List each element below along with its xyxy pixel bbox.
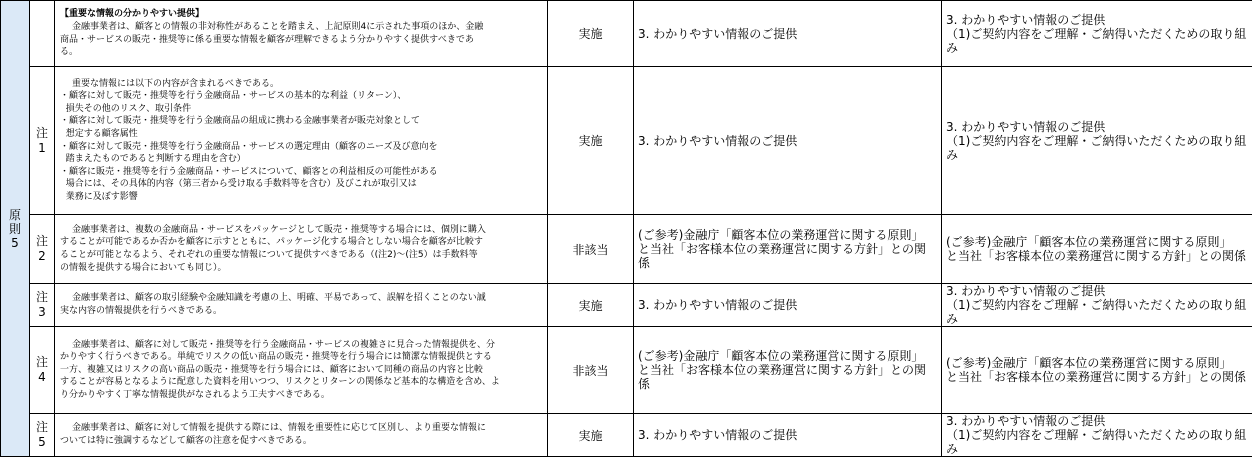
policy-reference-cell <box>634 284 942 327</box>
note-label: 注1 <box>36 126 49 156</box>
detail-line: 3. わかりやすい情報のご提供 <box>946 284 1248 298</box>
note-label-cell <box>30 327 55 414</box>
detail-line: と当社「お客様本位の業務運営に関する方針」との関係 <box>946 249 1248 263</box>
text-line: る。 <box>60 46 542 59</box>
detail-line: （1)ご契約内容をご理解・ご納得いただくための取り組 <box>946 298 1248 312</box>
reference-line: 3. わかりやすい情報のご提供 <box>638 134 937 148</box>
policy-reference-cell <box>634 414 942 457</box>
text-line: 金融事業者は、顧客に対して販売・推奨等を行う金融商品・サービスの複雑さに見合った情報提供を、分 <box>60 339 542 352</box>
detail-line: み <box>946 442 1248 456</box>
principle-title: 【重要な情報の分かりやすい提供】 <box>60 8 542 21</box>
principle-text-cell <box>55 215 548 284</box>
table-row <box>1 327 1252 414</box>
principle-text-cell <box>55 327 548 414</box>
reference-line: 3. わかりやすい情報のご提供 <box>638 27 937 41</box>
principle-text-cell <box>55 67 548 215</box>
table-row <box>1 67 1252 215</box>
detail-line: （1)ご契約内容をご理解・ご納得いただくための取り組 <box>946 134 1248 148</box>
text-line: ・顧客に販売・推奨等を行う金融商品・サービスについて、顧客との利益相反の可能性がある <box>60 166 542 179</box>
policy-reference-cell <box>634 67 942 215</box>
text-line: ることが可能となるよう、それぞれの重要な情報について提供すべきである（(注2)～(注5）は手数料等 <box>60 249 542 262</box>
text-line: 金融事業者は、顧客の取引経験や金融知識を考慮の上、明確、平易であって、誤解を招くことのない誠 <box>60 292 542 305</box>
principle-text-cell <box>55 1 548 67</box>
text-line: 金融事業者は、顧客に対して情報を提供する際には、情報を重要性に応じて区別し、より重要な情報に <box>60 422 542 435</box>
note-label-cell <box>30 215 55 284</box>
note-label-cell <box>30 67 55 215</box>
text-line: することが可能であるか否かを顧客に示すとともに、パッケージ化する場合としない場合を顧客が比較す <box>60 236 542 249</box>
text-line: 踏まえたものであると判断する理由を含む） <box>60 153 542 166</box>
text-line: ・顧客に対して販売・推奨等を行う金融商品・サービスの基本的な利益（リターン）、 <box>60 90 542 103</box>
status-cell: 非該当 <box>548 215 634 284</box>
status-cell: 実施 <box>548 414 634 457</box>
principle-text-cell <box>55 284 548 327</box>
text-line: 金融事業者は、顧客との情報の非対称性があることを踏まえ、上記原則4に示された事項のほか、金融 <box>60 21 542 34</box>
note-label-cell <box>30 414 55 457</box>
detail-line: （1)ご契約内容をご理解・ご納得いただくための取り組 <box>946 428 1248 442</box>
reference-line: 3. わかりやすい情報のご提供 <box>638 428 937 442</box>
text-line: ・顧客に対して販売・推奨等を行う金融商品の組成に携わる金融事業者が販売対象として <box>60 115 542 128</box>
text-line: 実な内容の情報提供を行うべきである。 <box>60 305 542 318</box>
detail-line: 3. わかりやすい情報のご提供 <box>946 414 1248 428</box>
detail-line: 3. わかりやすい情報のご提供 <box>946 13 1248 27</box>
policy-detail-cell <box>942 414 1252 457</box>
note-label-cell <box>30 284 55 327</box>
detail-line: み <box>946 41 1248 55</box>
policy-detail-cell <box>942 284 1252 327</box>
note-label: 注4 <box>36 355 49 385</box>
status-cell: 実施 <box>548 67 634 215</box>
note-label-cell <box>30 1 55 67</box>
policy-detail-cell <box>942 327 1252 414</box>
reference-line: と当社「お客様本位の業務運営に関する方針」との関係 <box>638 242 937 270</box>
detail-line: （1)ご契約内容をご理解・ご納得いただくための取り組 <box>946 27 1248 41</box>
text-line: 想定する顧客属性 <box>60 128 542 141</box>
text-line: り分かりやすく丁寧な情報提供がなされるよう工夫すべきである。 <box>60 389 542 402</box>
policy-detail-cell <box>942 1 1252 67</box>
text-line: かりやすく行うべきである。単純でリスクの低い商品の販売・推奨等を行う場合には簡潔な情報提供とする <box>60 351 542 364</box>
table-row <box>1 414 1252 457</box>
policy-reference-cell <box>634 215 942 284</box>
text-line: 商品・サービスの販売・推奨等に係る重要な情報を顧客が理解できるよう分かりやすく提供すべきであ <box>60 34 542 47</box>
status-cell: 非該当 <box>548 327 634 414</box>
detail-line: (ご参考)金融庁「顧客本位の業務運営に関する原則」 <box>946 356 1248 370</box>
text-line: ・顧客に対して販売・推奨等を行う金融商品・サービスの選定理由（顧客のニーズ及び意向を <box>60 141 542 154</box>
text-line: の情報を提供する場合においても同じ）。 <box>60 262 542 275</box>
note-label: 注5 <box>36 420 49 450</box>
policy-detail-cell <box>942 67 1252 215</box>
reference-line: 3. わかりやすい情報のご提供 <box>638 298 937 312</box>
policy-reference-cell <box>634 1 942 67</box>
text-line: 金融事業者は、複数の金融商品・サービスをパッケージとして販売・推奨等する場合には、個別に購入 <box>60 224 542 237</box>
reference-line: と当社「お客様本位の業務運営に関する方針」との関係 <box>638 363 937 391</box>
text-line: 業務に及ぼす影響 <box>60 191 542 204</box>
text-line: ついては特に強調するなどして顧客の注意を促すべきである。 <box>60 435 542 448</box>
text-line: 損失その他のリスク、取引条件 <box>60 103 542 116</box>
principle-text-cell <box>55 414 548 457</box>
principle-label: 原則5 <box>8 208 22 250</box>
table-row <box>1 215 1252 284</box>
policy-reference-cell <box>634 327 942 414</box>
table-row <box>1 1 1252 67</box>
note-label: 注3 <box>36 290 49 320</box>
text-line: することが容易となるように配意した資料を用いつつ、リスクとリターンの関係など基本的な構造を含め、よ <box>60 376 542 389</box>
detail-line: (ご参考)金融庁「顧客本位の業務運営に関する原則」 <box>946 235 1248 249</box>
table-row <box>1 284 1252 327</box>
principle-label-cell <box>1 1 30 457</box>
status-cell: 実施 <box>548 284 634 327</box>
note-label: 注2 <box>36 234 49 264</box>
reference-line: (ご参考)金融庁「顧客本位の業務運営に関する原則」 <box>638 349 937 363</box>
policy-detail-cell <box>942 215 1252 284</box>
detail-line: み <box>946 312 1248 326</box>
reference-line: (ご参考)金融庁「顧客本位の業務運営に関する原則」 <box>638 228 937 242</box>
detail-line: み <box>946 148 1248 162</box>
detail-line: と当社「お客様本位の業務運営に関する方針」との関係 <box>946 370 1248 384</box>
text-line: 一方、複雑又はリスクの高い商品の販売・推奨等を行う場合には、顧客において同種の商品の内容と比較 <box>60 364 542 377</box>
text-line: 場合には、その具体的内容（第三者から受け取る手数料等を含む）及びこれが取引又は <box>60 178 542 191</box>
detail-line: 3. わかりやすい情報のご提供 <box>946 120 1248 134</box>
status-cell: 実施 <box>548 1 634 67</box>
text-line: 重要な情報には以下の内容が含まれるべきである。 <box>60 78 542 91</box>
